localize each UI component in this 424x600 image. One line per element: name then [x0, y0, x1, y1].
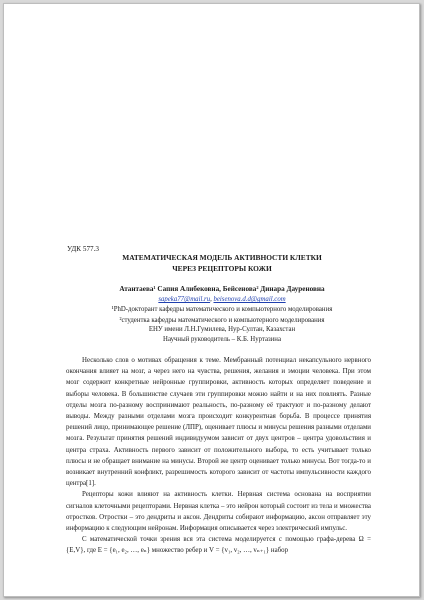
paper-title	[62, 253, 382, 274]
paragraph: Рецепторы кожи влияют на активность клетки. Нервная система основана на восприятии сигналов клеточными рецепторами. Нервная клетка – это нейрон который состоит из тела и множества отростков. Отростки – это дендриты и аксон. Дендриты собирают информацию, аксон отправляет эту информацию к следующим нейронам. Информация описывается через электрический импульс.	[66, 491, 371, 533]
scientific-advisor: Научный руководитель – К.Б. Нуртазина	[163, 336, 281, 343]
affiliation-2: ²студентка кафедры математического и компьютерного моделирования	[119, 317, 325, 324]
title-line-1: МАТЕМАТИЧЕСКАЯ МОДЕЛЬ АКТИВНОСТИ КЛЕТКИ	[122, 253, 322, 262]
title-line-2: ЧЕРЕЗ РЕЦЕПТОРЫ КОЖИ	[172, 263, 272, 273]
udk-code: УДК 577.3	[67, 245, 100, 253]
email-link-1[interactable]: sapeka77@mail.ru	[158, 296, 211, 303]
document-page	[3, 3, 420, 597]
paragraph: С математической точки зрения вся эта система моделируется с помощью графа-дерева Ω = {E,V}, где E = {e₁, e₂, …, eₙ} множество ребер и V = {v₁, v₂, …, vₙ₊₁} набор	[66, 536, 371, 555]
affiliation-university: ЕНУ имени Л.Н.Гумилева, Нур-Султан, Казахстан	[148, 326, 296, 333]
author-emails	[62, 295, 382, 304]
email-separator: ,	[210, 296, 214, 303]
email-link-2[interactable]: beisenova.d.d@gmail.com	[213, 296, 286, 303]
authors: Атантаева¹ Сапия Алибековна, Бейсенова² Динара Дауреновна	[119, 285, 325, 293]
paragraph: Несколько слов о мотивах обращения к теме. Мембранный потенциал некапсульного нервного окончания влияет на мозг, а через него на чувства, решения, желания и эмоции человека. При этом мозг содержит конкретные нейронные группировки, активность которых определяет поведение и выборы человека. В большинстве случаев эти группировки можно найти и на них повлиять. Разные отделы мозга по-разному воспринимают реальность, по-разному её трактуют и по-разному делают выводы. Между разными отделами мозга происходит конкурентная борьба. В процессе принятия решений лицо, принимающее решение (ЛПР), оценивает плюсы и минусы решения разными отделами мозга. Результат принятия решений индивидуумом зависит от двух центров – центра удовольствия и центра страха. Активность первого зависит от положительного выбора, то есть учитывает только плюсы и не обращает внимание на минусы. Второй же центр оценивает только минусы. Вот тогда-то и возникает внутренний конфликт, разрешимость которого зависит от частоты импульсивности каждого центра[1].	[66, 357, 371, 488]
body-text	[66, 355, 371, 557]
affiliation-1: ¹PhD-докторант кафедры математического и компьютерного моделирования	[111, 306, 333, 313]
